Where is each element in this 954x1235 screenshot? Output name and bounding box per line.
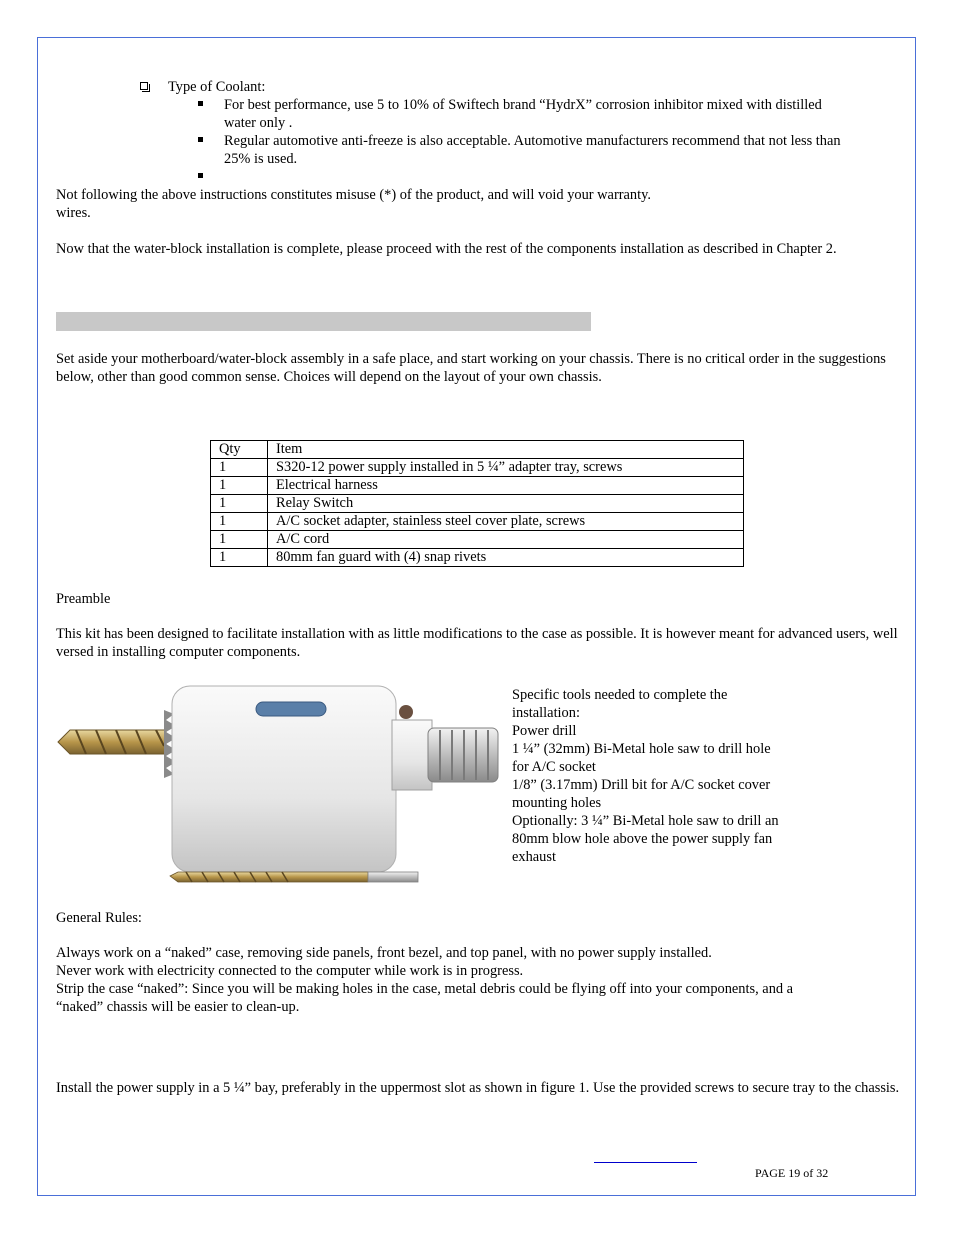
square-bullet-icon <box>198 173 203 178</box>
item-cell: A/C cord <box>268 531 744 549</box>
tools-line: exhaust <box>512 849 556 865</box>
rule-line: Always work on a “naked” case, removing side panels, front bezel, and top panel, with no power supply installed. <box>56 945 712 961</box>
checkbox-bullet-icon <box>140 82 148 90</box>
coolant-bullet-1-line: For best performance, use 5 to 10% of Swiftech brand “HydrX” corrosion inhibitor mixed with distilled <box>224 97 822 113</box>
qty-cell: 1 <box>211 513 268 531</box>
coolant-bullet-2 <box>224 132 904 168</box>
tools-line: 80mm blow hole above the power supply fan <box>512 831 773 847</box>
rule-line: Never work with electricity connected to the computer while work is in progress. <box>56 963 524 979</box>
set-aside-text: Set aside your motherboard/water-block assembly in a safe place, and start working on your chassis. There is no critical order in the suggestions below, other than good common sense. Choices will depend on the layout of your own chassis. <box>56 351 886 385</box>
rule-line: “naked” chassis will be easier to clean-up. <box>56 999 300 1015</box>
install-text: Install the power supply in a 5 ¼” bay, preferably in the uppermost slot as shown in figure 1. Use the provided screws to secure tray to the chassis. <box>56 1080 900 1096</box>
table-row <box>211 531 744 549</box>
coolant-bullet-2-cont: 25% is used. <box>224 151 298 167</box>
hole-saw-drill-image <box>56 680 504 890</box>
table-row <box>211 549 744 567</box>
proceed-text: Now that the water-block installation is complete, please proceed with the rest of the components installation as described in Chapter 2. <box>56 241 837 257</box>
wires-text: wires. <box>56 205 91 221</box>
qty-cell: 1 <box>211 495 268 513</box>
table-header-row <box>211 441 744 459</box>
square-bullet-icon <box>198 137 203 142</box>
table-row <box>211 495 744 513</box>
footer-link-underline[interactable] <box>594 1162 697 1163</box>
tools-line: Optionally: 3 ¼” Bi-Metal hole saw to drill an <box>512 813 779 829</box>
column-header-qty: Qty <box>211 441 268 459</box>
section-heading-bar <box>56 312 591 331</box>
tools-line: mounting holes <box>512 795 602 811</box>
qty-cell: 1 <box>211 549 268 567</box>
square-bullet-icon <box>198 101 203 106</box>
rule-line: Strip the case “naked”: Since you will be making holes in the case, metal debris could be flying off into your components, and a <box>56 981 794 997</box>
item-cell: S320-12 power supply installed in 5 ¼” adapter tray, screws <box>268 459 744 477</box>
item-cell: Electrical harness <box>268 477 744 495</box>
qty-cell: 1 <box>211 477 268 495</box>
table-row <box>211 513 744 531</box>
coolant-bullet-1 <box>224 96 904 132</box>
page-number: PAGE 19 of 32 <box>755 1166 829 1180</box>
item-cell: Relay Switch <box>268 495 744 513</box>
coolant-bullet-2-line: Regular automotive anti-freeze is also acceptable. Automotive manufacturers recommend that not less than <box>224 133 841 149</box>
table-row <box>211 477 744 495</box>
coolant-bullet-1-cont: water only . <box>224 115 293 131</box>
general-rules-title: General Rules: <box>56 910 142 926</box>
tools-line: Power drill <box>512 723 577 739</box>
rules-list <box>56 944 902 1016</box>
qty-cell: 1 <box>211 459 268 477</box>
qty-cell: 1 <box>211 531 268 549</box>
coolant-heading: Type of Coolant: <box>168 79 266 95</box>
item-cell: A/C socket adapter, stainless steel cover plate, screws <box>268 513 744 531</box>
warning-text: Not following the above instructions constitutes misuse (*) of the product, and will void your warranty. <box>56 187 651 203</box>
item-cell: 80mm fan guard with (4) snap rivets <box>268 549 744 567</box>
tools-line: 1/8” (3.17mm) Drill bit for A/C socket cover <box>512 777 771 793</box>
column-header-item: Item <box>268 441 744 459</box>
tools-line: installation: <box>512 705 580 721</box>
table-row <box>211 459 744 477</box>
preamble-text: This kit has been designed to facilitate installation with as little modifications to the case as possible. It is however meant for advanced users, well versed in installing computer components. <box>56 626 898 660</box>
tools-line: for A/C socket <box>512 759 596 775</box>
tools-line: Specific tools needed to complete the <box>512 687 728 703</box>
tools-line: 1 ¼” (32mm) Bi-Metal hole saw to drill hole <box>512 741 771 757</box>
preamble-title: Preamble <box>56 591 111 607</box>
parts-table <box>210 440 744 567</box>
tools-list <box>512 686 812 866</box>
